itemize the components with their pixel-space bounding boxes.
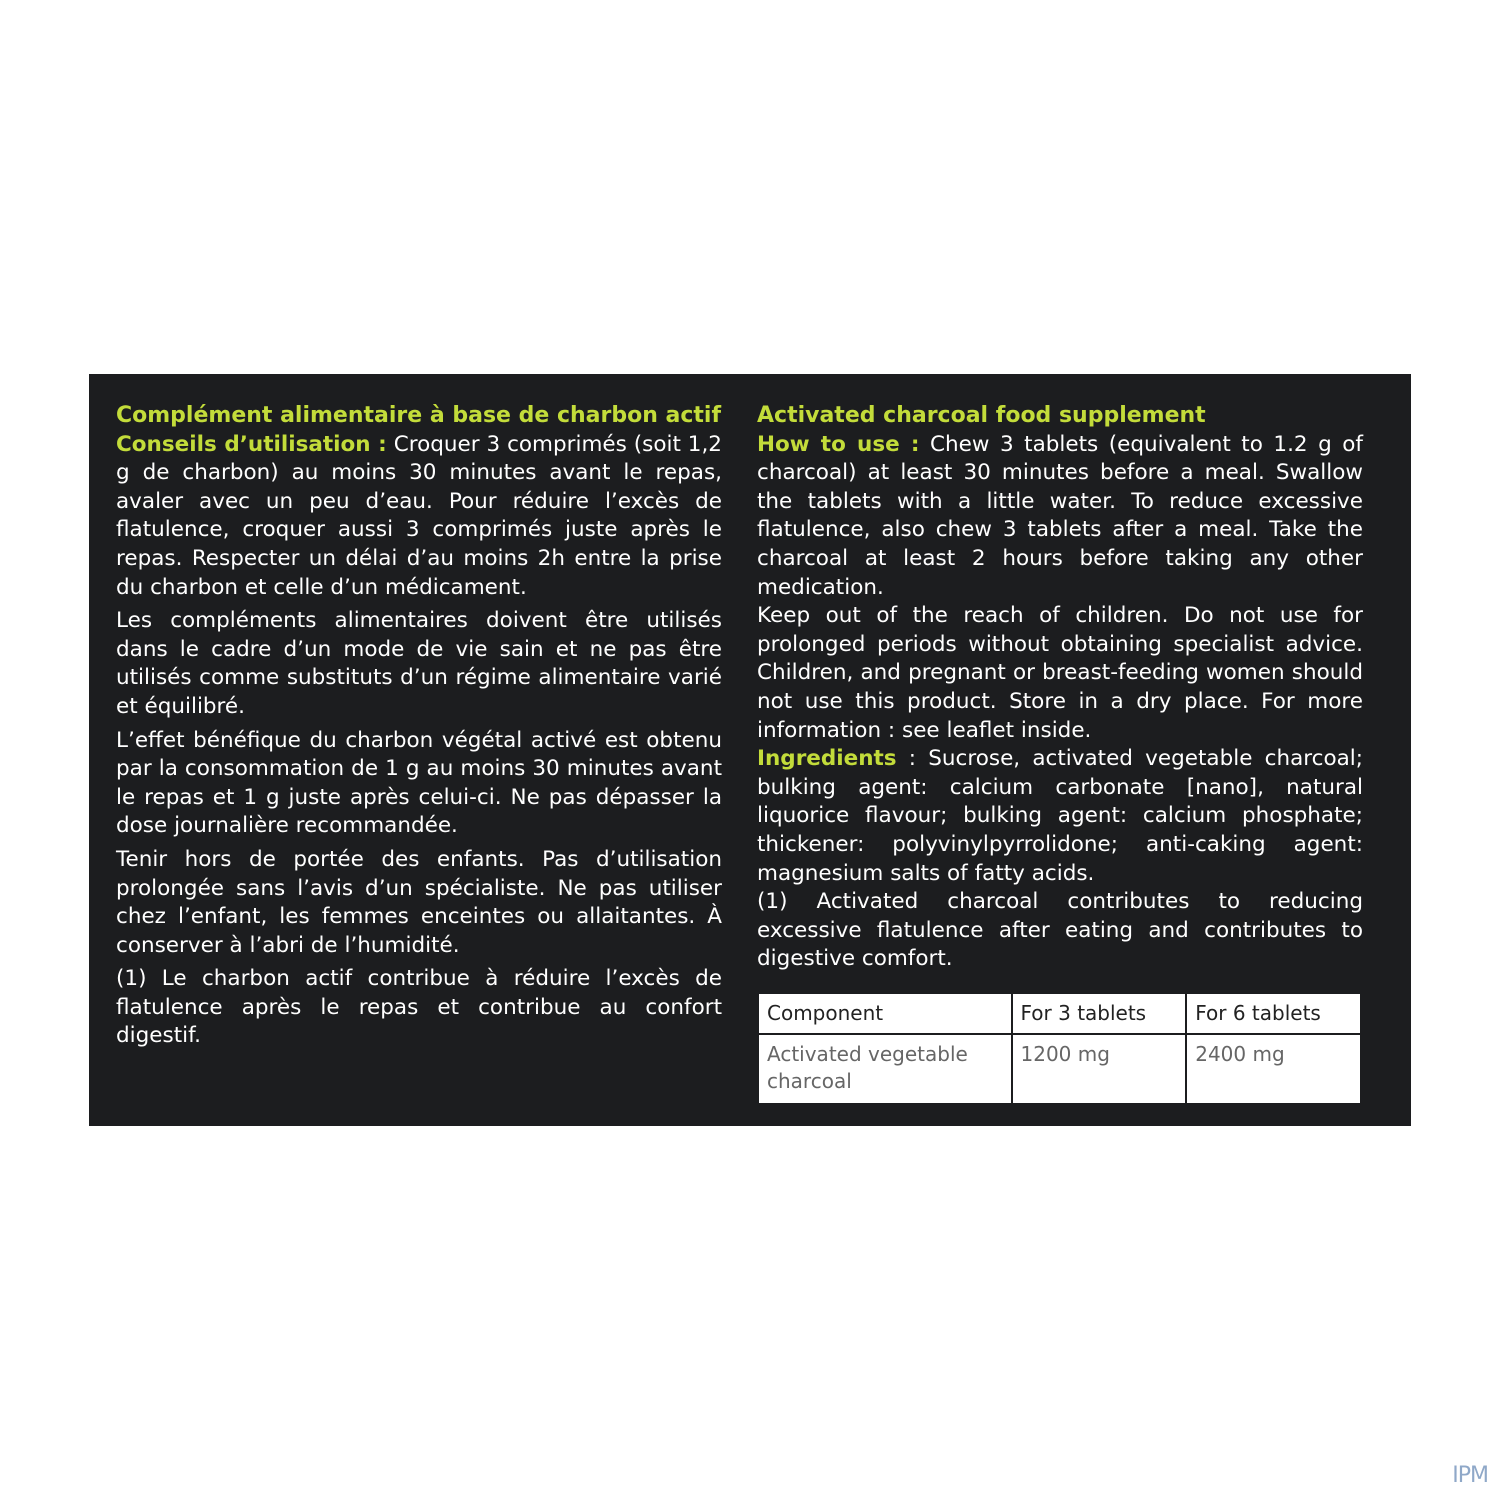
table-cell-3-tablets: 1200 mg — [1012, 1034, 1187, 1104]
package-panel — [89, 374, 1411, 1126]
ipm-watermark-logo: IPM — [1452, 1463, 1488, 1488]
table-header-component: Component — [758, 994, 1012, 1034]
table-header-row — [758, 994, 1361, 1034]
french-title: Complément alimentaire à base de charbon actif — [116, 403, 722, 428]
french-supplements-paragraph: Les compléments alimentaires doivent être utilisés dans le cadre d’un mode de vie sain et ne pas être utilisés comme substituts d’un régime alimentaire varié et équilibré. — [116, 608, 722, 719]
french-column — [116, 402, 722, 1051]
french-warning-paragraph: Tenir hors de portée des enfants. Pas d’utilisation prolongée sans l’avis d’un spécialiste. Ne pas utiliser chez l’enfant, les femmes enceintes ou allaitantes. À conserver à l’abri de l’humidité. — [116, 846, 722, 958]
english-warning-paragraph: Keep out of the reach of children. Do not use for prolonged periods without obtaining specialist advice. Children, and pregnant or breast-feeding women should not use this product. Store in a dry place. For more information : see leaflet inside. — [757, 603, 1363, 743]
french-usage-paragraph — [116, 431, 722, 603]
english-usage-label: How to use : — [757, 431, 920, 457]
composition-table — [757, 994, 1362, 1105]
english-ingredients-label: Ingredients — [757, 746, 897, 772]
french-claim-paragraph: (1) Le charbon actif contribue à réduire l’excès de flatulence après le repas et contribue au confort digestif. — [116, 966, 722, 1049]
table-header-3-tablets: For 3 tablets — [1012, 994, 1187, 1034]
table-header-6-tablets: For 6 tablets — [1186, 994, 1361, 1034]
french-effect-paragraph: L’effet bénéfique du charbon végétal activé est obtenu par la consommation de 1 g au moins 30 minutes avant le repas et 1 g juste après celui-ci. Ne pas dépasser la dose journalière recommandée. — [116, 727, 722, 839]
table-row — [758, 1034, 1361, 1104]
english-ingredients-paragraph — [757, 745, 1363, 888]
table-cell-6-tablets: 2400 mg — [1186, 1034, 1361, 1104]
french-usage-label: Conseils d’utilisation : — [116, 431, 387, 457]
english-usage-paragraph — [757, 431, 1363, 603]
french-usage-text: Croquer 3 comprimés (soit 1,2 g de charbon) au moins 30 minutes avant le repas, avaler avec un peu d’eau. Pour réduire l’excès de flatulence, croquer aussi 3 comprimés juste après le repas. Respecter un délai d’au moins 2h entre la prise du charbon et celle d’un médicament. — [116, 431, 722, 600]
table-cell-component: Activated vegetable charcoal — [758, 1034, 1012, 1104]
english-usage-text: Chew 3 tablets (equivalent to 1.2 g of charcoal) at least 30 minutes before a meal. Swallow the tablets with a little water. To reduce excessive flatulence, also chew 3 tablets after a meal. Take the charcoal at least 2 hours before taking any other medication. — [757, 431, 1363, 600]
english-claim-paragraph: (1) Activated charcoal contributes to reducing excessive flatulence after eating and contributes to digestive comfort. — [757, 889, 1363, 972]
english-column — [757, 402, 1363, 974]
english-title: Activated charcoal food supplement — [757, 403, 1206, 428]
english-ingredients-text: : Sucrose, activated vegetable charcoal; bulking agent: calcium carbonate [nano], natural liquorice flavour; bulking agent: calcium phosphate; thickener: polyvinylpyrrolidone; anti-caking agent: magnesium salts of fatty acids. — [757, 746, 1363, 886]
